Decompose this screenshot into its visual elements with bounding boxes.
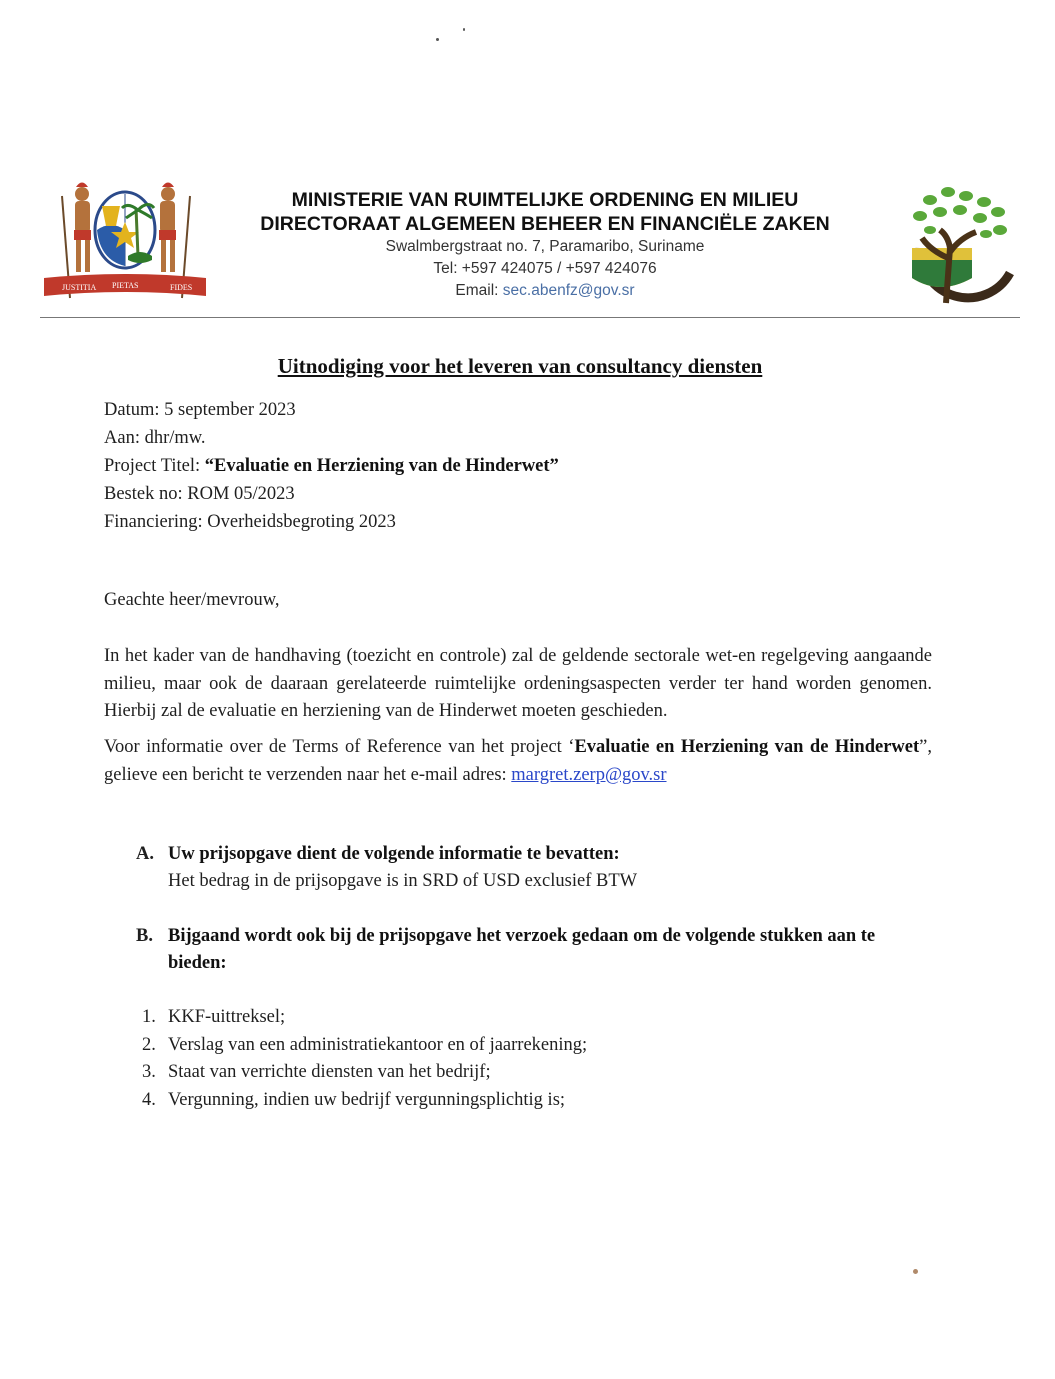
list-item-number: 3. [142,1062,156,1082]
meta-bestek: Bestek no: ROM 05/2023 [104,484,295,504]
contact-email-link[interactable]: margret.zerp@gov.sr [511,764,667,785]
coat-motto-justitia: JUSTITIA [62,283,97,292]
scan-speck [436,38,439,41]
paragraph-context: In het kader van de handhaving (toezicht en controle) zal de geldende sectorale wet-en regelgeving aangaande milieu, maar ook de daaraan gerelateerde ruimtelijke ordeningsaspecten verder ter hand worden genomen. Hierbij zal de evaluatie en herziening van de Hinderwet moeten geschieden. [104,646,932,721]
list-item [142,1004,587,1032]
telephone: Tel: +597 424075 / +597 424076 [433,260,657,277]
address: Swalmbergstraat no. 7, Paramaribo, Suriname [385,238,705,255]
list-item-number: 1. [142,1007,156,1027]
list-item-number: 2. [142,1034,156,1055]
scan-speck [463,28,465,31]
letterhead-divider [40,317,1020,318]
paragraph-info-after: ”, gelieve een bericht te verzenden naar het e-mail adres: [104,737,932,785]
meta-aan: Aan: dhr/mw. [104,428,206,448]
document-title: Uitnodiging voor het leveren van consultancy diensten [277,354,763,378]
coat-motto-pietas: PIETAS [112,281,139,290]
salutation: Geachte heer/mevrouw, [104,590,280,610]
meta-financiering: Financiering: Overheidsbegroting 2023 [104,512,396,532]
section-a-text: Het bedrag in de prijsopgave is in SRD of USD exclusief BTW [168,871,638,891]
email-label: Email: [455,282,503,299]
scan-speck [913,1269,918,1274]
section-b-heading: Bijgaand wordt ook bij de prijsopgave het verzoek gedaan om de volgende stukken aan te bieden: [168,926,876,973]
section-b-letter: B. [136,926,153,946]
letterhead-text [235,188,855,302]
email-line [235,280,855,302]
letterhead [40,178,1020,313]
section-a [136,841,936,895]
email-address[interactable]: sec.abenfz@gov.sr [502,282,635,299]
requirements-list [142,1004,587,1114]
section-a-letter: A. [136,844,154,864]
meta-project-value: “Evaluatie en Herziening van de Hinderwet” [204,456,559,476]
section-a-heading: Uw prijsopgave dient de volgende informatie te bevatten: [168,844,620,864]
section-b [136,923,936,977]
list-item-text: Vergunning, indien uw bedrijf vergunningsplichtig is; [168,1089,566,1110]
paragraph-info-project: Evaluatie en Herziening van de Hinderwet [574,737,920,757]
paragraph-information [104,734,932,789]
list-item-text: Staat van verrichte diensten van het bedrijf; [168,1062,491,1082]
tree-logo-icon [890,178,1020,313]
list-item [142,1087,587,1115]
list-item [142,1059,587,1087]
suriname-coat-of-arms-icon [40,178,210,306]
directorate-name: DIRECTORAAT ALGEMEEN BEHEER EN FINANCIËLE ZAKEN [260,213,830,235]
ministry-name: MINISTERIE VAN RUIMTELIJKE ORDENING EN MILIEU [291,189,799,211]
list-item-text: KKF-uittreksel; [168,1007,286,1027]
list-item-text: Verslag van een administratiekantoor en of jaarrekening; [168,1034,588,1055]
document-meta [104,396,559,536]
meta-datum: Datum: 5 september 2023 [104,400,296,420]
list-item [142,1032,587,1060]
meta-project-label: Project Titel: [104,456,205,476]
meta-project [104,452,559,480]
coat-motto-fides: FIDES [170,283,193,292]
list-item-number: 4. [142,1089,156,1110]
paragraph-info-before: Voor informatie over de Terms of Reference van het project ‘ [104,737,575,757]
